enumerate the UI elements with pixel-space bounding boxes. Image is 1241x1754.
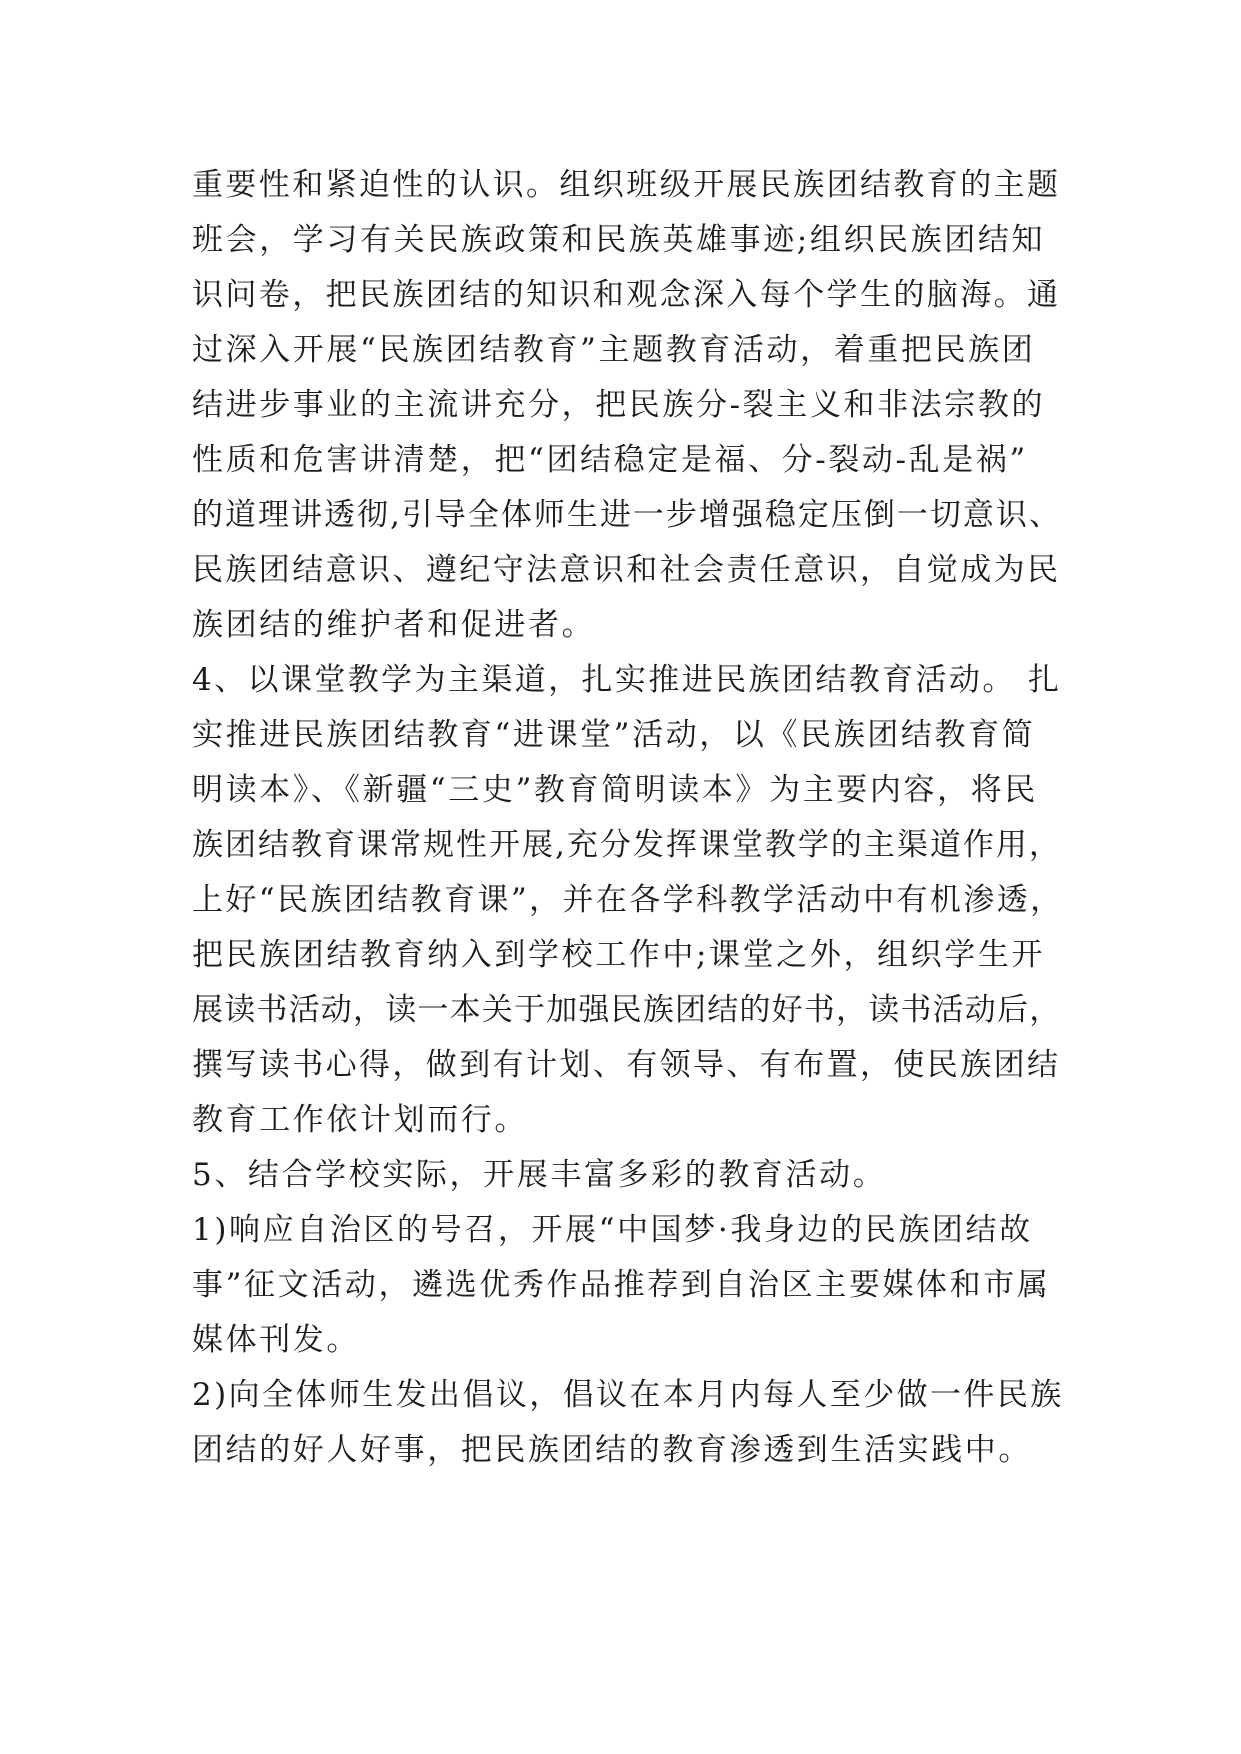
text-line: 展读书活动，读一本关于加强民族团结的好书，读书活动后， — [192, 992, 1062, 1028]
section-heading-5: 5、结合学校实际，开展丰富多彩的教育活动。 — [192, 1157, 887, 1193]
text-line: 的道理讲透彻,引导全体师生进一步增强稳定压倒一切意识、 — [192, 497, 1062, 533]
text-line: 重要性和紧迫性的认识。组织班级开展民族团结教育的主题 — [192, 167, 1061, 203]
text-line: 过深入开展“民族团结教育”主题教育活动，着重把民族团 — [192, 332, 1036, 368]
text-line: 识问卷，把民族团结的知识和观念深入每个学生的脑海。通 — [192, 277, 1061, 313]
text-line: 性质和危害讲清楚，把“团结稳定是福、分-裂动-乱是祸” — [192, 442, 1028, 478]
text-line: 把民族团结教育纳入到学校工作中;课堂之外，组织学生开 — [192, 937, 1046, 973]
text-line: 撰写读书心得，做到有计划、有领导、有布置，使民族团结 — [192, 1047, 1061, 1083]
section-heading-4: 4、以课堂教学为主渠道，扎实推进民族团结教育活动。 扎 — [192, 662, 1062, 698]
document-body — [192, 158, 1062, 1478]
text-line: 结进步事业的主流讲充分，把民族分-裂主义和非法宗教的 — [192, 387, 1046, 423]
list-item-1: 1)响应自治区的号召，开展“中国梦·我身边的民族团结故 — [192, 1212, 1033, 1248]
text-line: 族团结教育课常规性开展,充分发挥课堂教学的主渠道作用， — [192, 827, 1062, 863]
text-line: 明读本》、《新疆“三史”教育简明读本》为主要内容，将民 — [192, 772, 1038, 808]
text-line: 上好“民族团结教育课”，并在各学科教学活动中有机渗透， — [192, 882, 1064, 918]
text-line: 实推进民族团结教育“进课堂”活动，以《民族团结教育简 — [192, 717, 1036, 753]
list-item-2: 2)向全体师生发出倡议，倡议在本月内每人至少做一件民族 — [192, 1377, 1064, 1413]
text-line: 事”征文活动，遴选优秀作品推荐到自治区主要媒体和市属 — [192, 1267, 1051, 1303]
text-line: 团结的好人好事，把民族团结的教育渗透到生活实践中。 — [192, 1432, 1032, 1468]
text-line: 民族团结意识、遵纪守法意识和社会责任意识，自觉成为民 — [192, 552, 1061, 588]
text-line: 媒体刊发。 — [192, 1322, 360, 1358]
text-line: 教育工作依计划而行。 — [192, 1102, 528, 1138]
text-line: 班会，学习有关民族政策和民族英雄事迹;组织民族团结知 — [192, 222, 1046, 258]
text-line: 族团结的维护者和促进者。 — [192, 607, 596, 643]
